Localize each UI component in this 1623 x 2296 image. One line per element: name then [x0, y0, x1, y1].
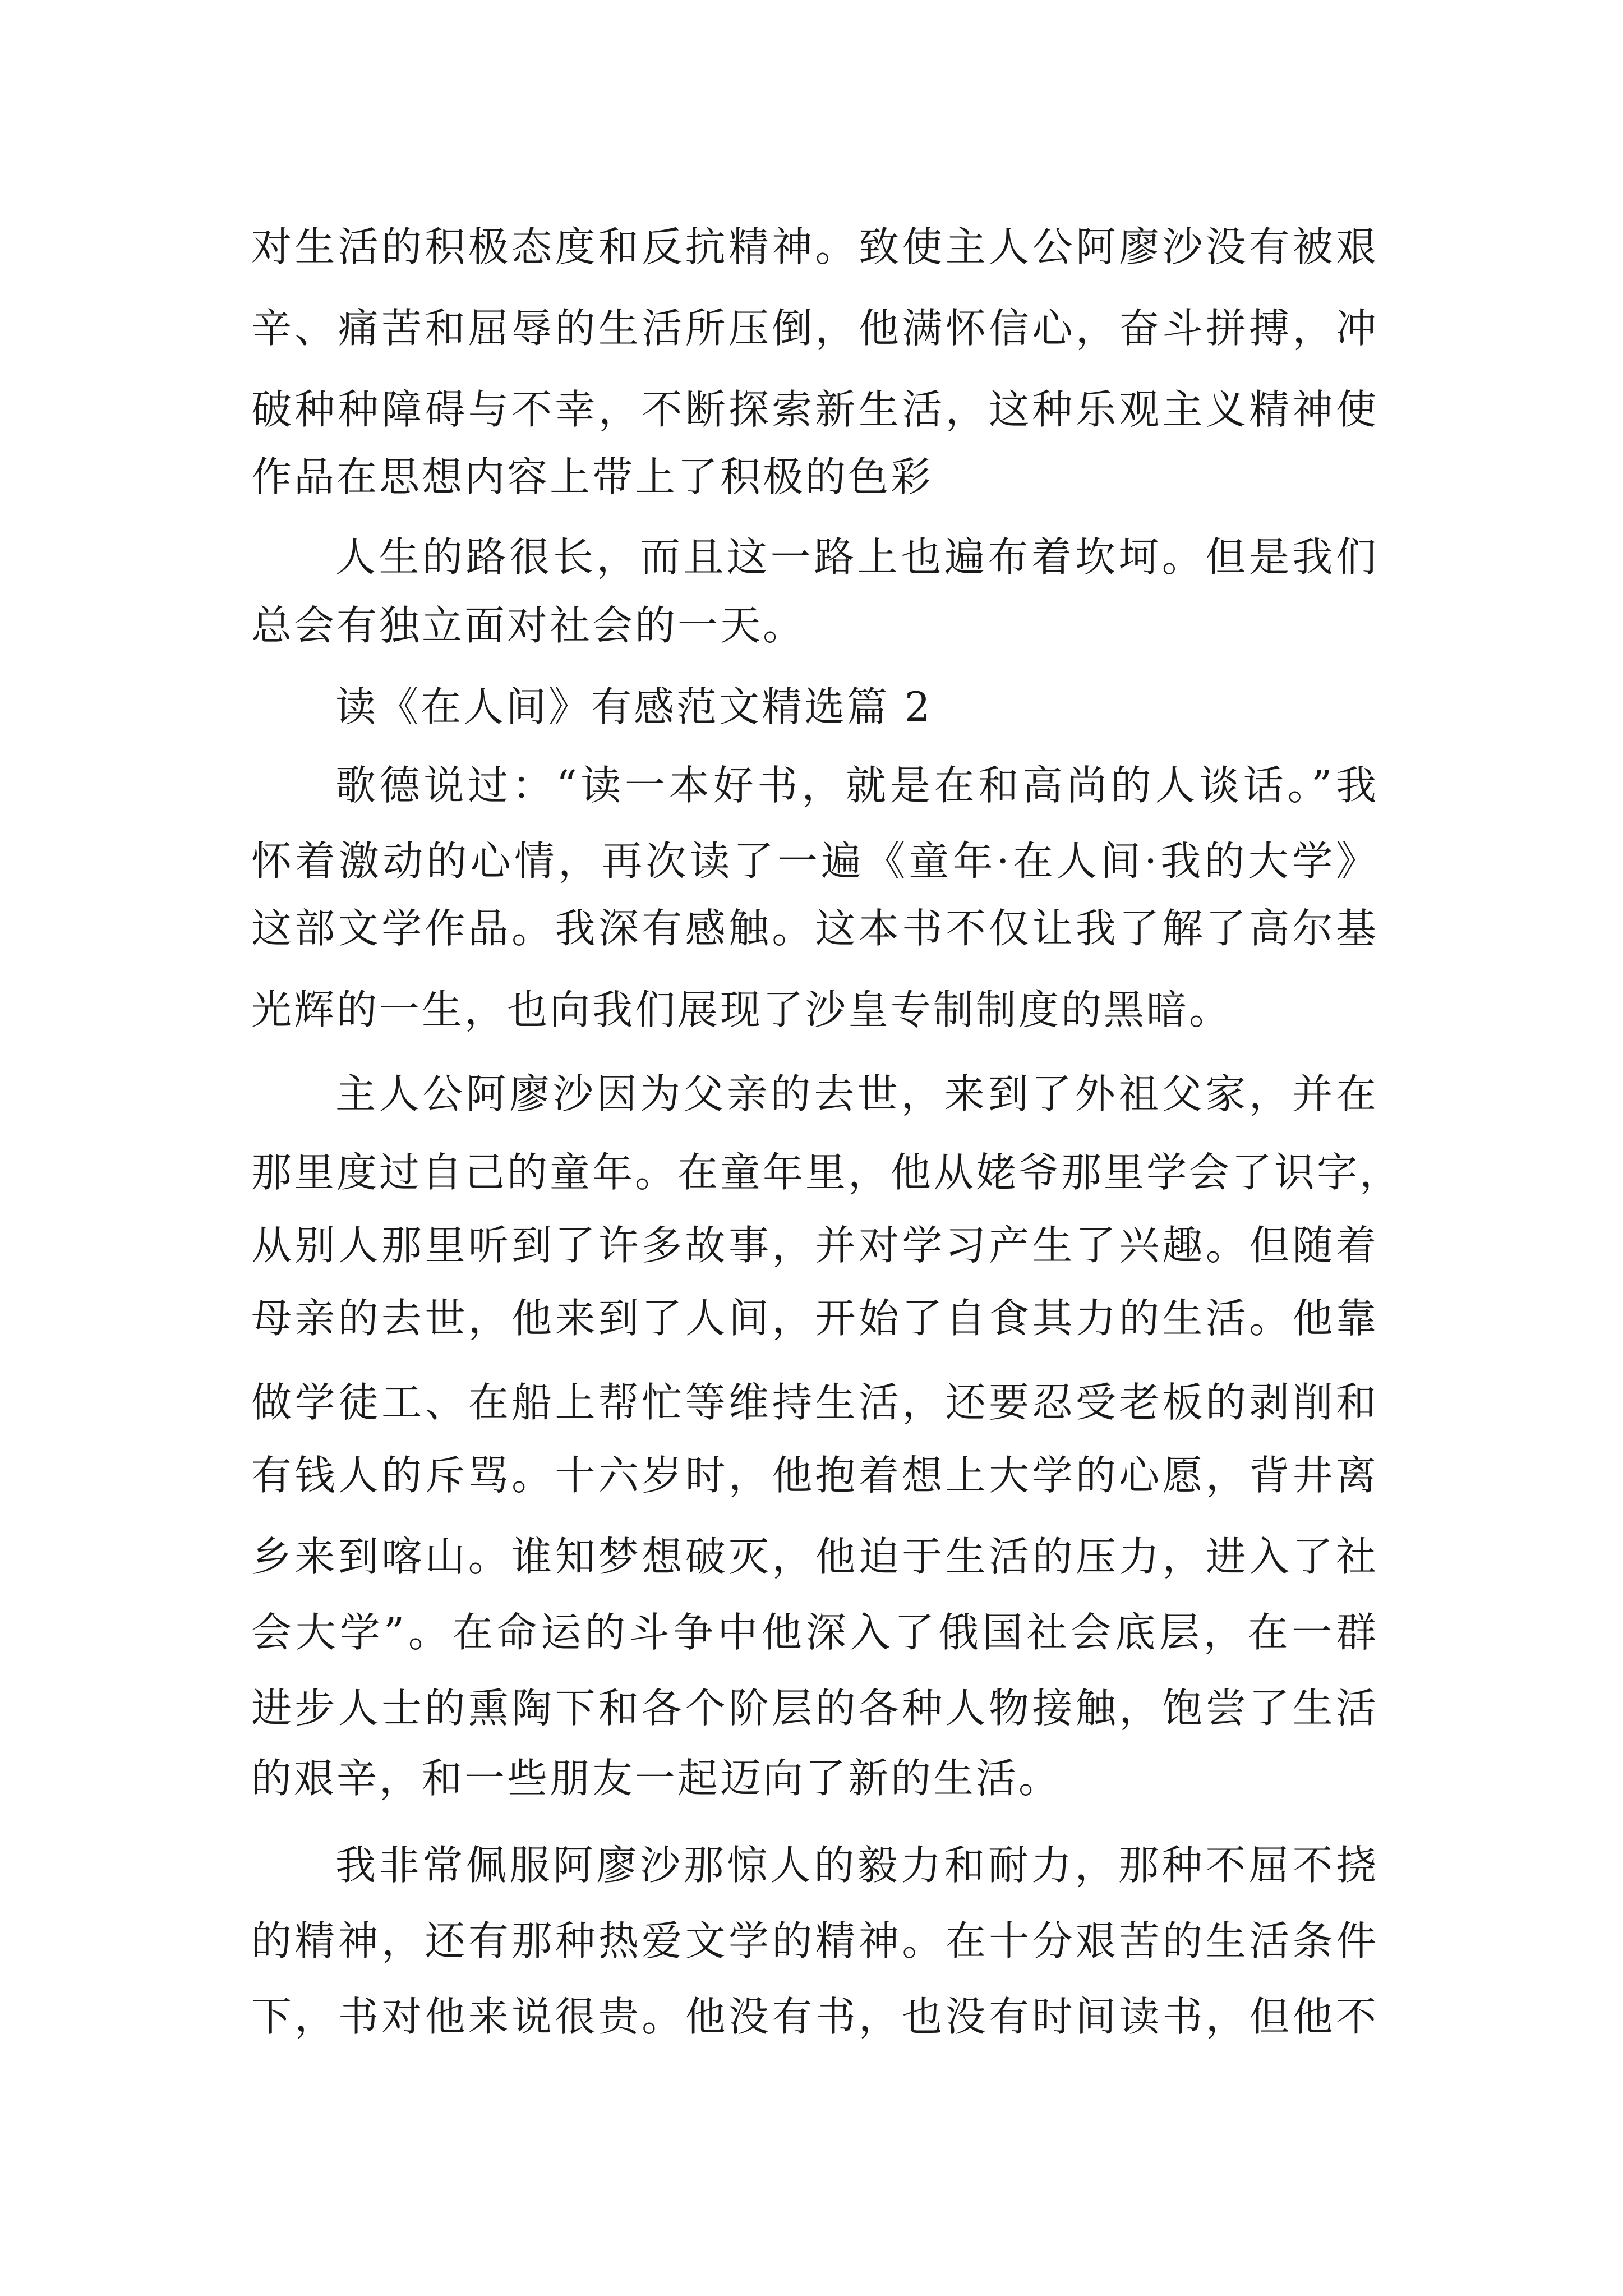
- text-line: 有钱人的斥骂。十六岁时，他抱着想上大学的心愿，背井离: [251, 1452, 1378, 1499]
- section-heading: 读《在人间》有感范文精选篇 2: [335, 683, 933, 730]
- text-line: 对生活的积极态度和反抗精神。致使主人公阿廖沙没有被艰: [251, 223, 1378, 270]
- paragraph-first-line: 主人公阿廖沙因为父亲的去世，来到了外祖父家，并在: [335, 1070, 1378, 1117]
- text-line: 辛、痛苦和屈辱的生活所压倒，他满怀信心，奋斗拼搏，冲: [251, 305, 1378, 352]
- text-line: 那里度过自己的童年。在童年里，他从姥爷那里学会了识字，: [251, 1149, 1403, 1196]
- text-line: 乡来到喀山。谁知梦想破灭，他迫于生活的压力，进入了社: [251, 1533, 1378, 1580]
- paragraph-first-line: 人生的路很长，而且这一路上也遍布着坎坷。但是我们: [335, 533, 1378, 581]
- text-line: 会大学”。在命运的斗争中他深入了俄国社会底层，在一群: [251, 1609, 1378, 1656]
- text-line: 从别人那里听到了许多故事，并对学习产生了兴趣。但随着: [251, 1222, 1378, 1269]
- text-line: 的精神，还有那种热爱文学的精神。在十分艰苦的生活条件: [251, 1917, 1378, 1964]
- text-line: 怀着激动的心情，再次读了一遍《童年·在人间·我的大学》: [251, 838, 1378, 885]
- text-line: 破种种障碍与不幸，不断探索新生活，这种乐观主义精神使: [251, 386, 1378, 433]
- text-line: 总会有独立面对社会的一天。: [251, 602, 806, 649]
- text-line: 这部文学作品。我深有感触。这本书不仅让我了解了高尔基: [251, 905, 1378, 952]
- paragraph-first-line: 歌德说过：“读一本好书，就是在和高尚的人谈话。”我: [335, 762, 1378, 809]
- text-line: 下，书对他来说很贵。他没有书，也没有时间读书，但他不: [251, 1993, 1378, 2040]
- text-line: 作品在思想内容上带上了积极的色彩: [251, 453, 934, 500]
- text-line: 的艰辛，和一些朋友一起迈向了新的生活。: [251, 1755, 1062, 1802]
- text-line: 光辉的一生，也向我们展现了沙皇专制制度的黑暗。: [251, 986, 1232, 1033]
- text-line: 做学徒工、在船上帮忙等维持生活，还要忍受老板的剥削和: [251, 1379, 1378, 1426]
- text-line: 进步人士的熏陶下和各个阶层的各种人物接触，饱尝了生活: [251, 1685, 1378, 1732]
- paragraph-first-line: 我非常佩服阿廖沙那惊人的毅力和耐力，那种不屈不挠: [335, 1842, 1378, 1889]
- text-line: 母亲的去世，他来到了人间，开始了自食其力的生活。他靠: [251, 1295, 1378, 1342]
